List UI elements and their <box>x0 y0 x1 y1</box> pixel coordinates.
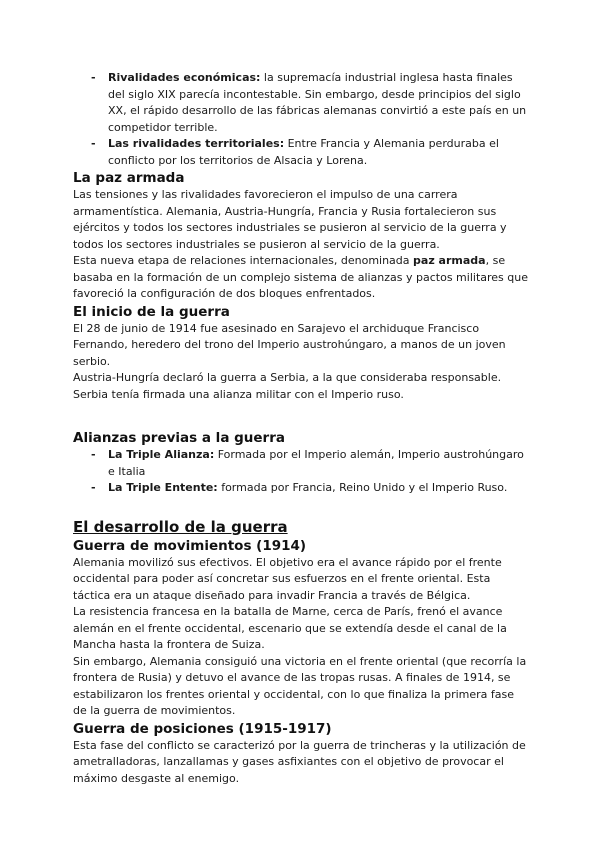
list-item <box>73 480 528 497</box>
list-item-text: Entre Francia y Alemania perduraba el conflicto por los territorios de Alsacia y Lorena. <box>108 137 499 167</box>
heading-inicio-guerra: El inicio de la guerra <box>73 303 230 320</box>
list-item-term: Las rivalidades territoriales: <box>108 137 285 150</box>
dash-bullet: - <box>91 448 96 461</box>
paragraph: El 28 de junio de 1914 fue asesinado en Sarajevo el archiduque Francisco Fernando, heredero del trono del Imperio austrohúngaro, a manos de un joven serbio. <box>73 321 506 368</box>
list-item <box>73 70 528 136</box>
heading-guerra-posiciones: Guerra de posiciones (1915-1917) <box>73 720 332 737</box>
paragraph: Alemania movilizó sus efectivos. El objetivo era el avance rápido por el frente occidental para poder así concretar sus esfuerzos en el frente oriental. Esta táctica era un ataque diseñado para invadir Francia a través de Bélgica. <box>73 555 502 602</box>
bold-term: paz armada <box>413 254 486 267</box>
paragraph: Las tensiones y las rivalidades favorecieron el impulso de una carrera armamentística. Alemania, Austria-Hungría, Francia y Rusia fortalecieron sus ejércitos y todos los sectores industriales se pusieron al servicio de la guerra y todos los sectores industriales se pusieron al servicio de la guerra. <box>73 188 507 251</box>
paragraph: La resistencia francesa en la batalla de Marne, cerca de París, frenó el avance alemán en el frente occidental, escenario que se extendía desde el canal de la Mancha hasta la frontera de Suiza. <box>73 605 507 651</box>
paragraph: Esta fase del conflicto se caracterizó por la guerra de trincheras y la utilización de ametralladoras, lanzallamas y gases asfixiantes con el objetivo de provocar el máximo desgaste al enemigo. <box>73 738 526 785</box>
paragraph: Austria-Hungría declaró la guerra a Serbia, a la que consideraba responsable. <box>73 371 502 384</box>
dash-bullet: - <box>91 481 96 494</box>
list-item-term: La Triple Entente: <box>108 481 218 494</box>
list-item <box>73 447 528 480</box>
alliances-list <box>73 447 528 497</box>
dash-bullet: - <box>91 71 96 84</box>
dash-bullet: - <box>91 137 96 150</box>
heading-paz-armada: La paz armada <box>73 170 185 186</box>
heading-guerra-movimientos: Guerra de movimientos (1914) <box>73 537 307 554</box>
heading-alianzas: Alianzas previas a la guerra <box>73 430 285 446</box>
heading-desarrollo-guerra: El desarrollo de la guerra <box>73 517 288 536</box>
list-item-term: La Triple Alianza: <box>108 448 215 461</box>
paragraph: Sin embargo, Alemania consiguió una victoria en el frente oriental (que recorría la frontera de Rusia) y detuvo el avance de las tropas rusas. A finales de 1914, se estabilizaron los frentes oriental y occidental, con lo que finaliza la primera fase de la guerra de movimientos. <box>73 654 527 717</box>
list-item-term: Rivalidades económicas: <box>108 71 261 84</box>
list-item-text: Formada por el Imperio alemán, Imperio austrohúngaro e Italia <box>108 448 524 478</box>
paragraph <box>73 253 528 303</box>
list-item <box>73 136 528 169</box>
rivalries-list <box>73 70 528 169</box>
list-item-text: formada por Francia, Reino Unido y el Imperio Ruso. <box>217 481 508 494</box>
paragraph: Serbia tenía firmada una alianza militar con el Imperio ruso. <box>73 387 404 401</box>
list-item-text: la supremacía industrial inglesa hasta finales del siglo XIX parecía incontestable. Sin embargo, desde principios del siglo XX, el rápido desarrollo de las fábricas alemanas convirtió a este país en un competidor terrible. <box>108 71 527 134</box>
document-page <box>73 70 528 787</box>
paragraph-text: Esta nueva etapa de relaciones internacionales, denominada <box>73 254 414 267</box>
paragraph-text: , se basaba en la formación de un complejo sistema de alianzas y pactos militares que favoreció la configuración de dos bloques enfrentados. <box>73 254 528 300</box>
